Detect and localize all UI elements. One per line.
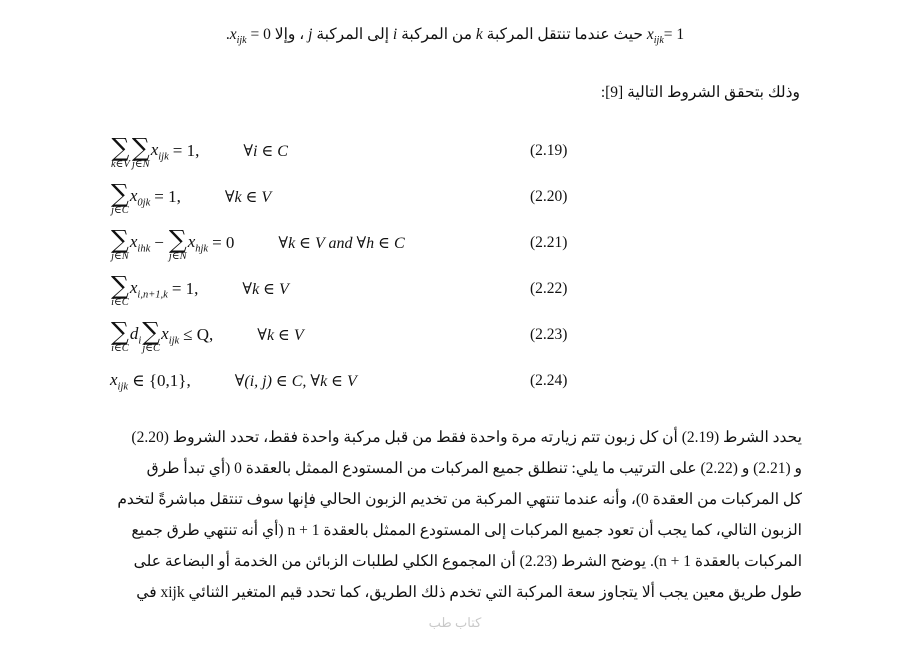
equation-relation: = 1, [154, 187, 181, 207]
equation-body [110, 225, 405, 263]
variable-letter: x [110, 369, 118, 389]
variable-letter: x [129, 185, 138, 205]
equation-number: (2.20) [530, 188, 568, 206]
sigma-glyph: ∑ [111, 317, 129, 347]
variable-letter: x [129, 231, 138, 251]
intro-phrase-b: عندما تنتقل المركبة [486, 26, 610, 43]
intro-line [30, 22, 880, 54]
intro-var-k: k [475, 26, 483, 43]
sigma-glyph: ∑ [131, 133, 150, 163]
equation-variable [130, 324, 141, 346]
equation-variable [130, 278, 168, 300]
summation-symbol [111, 179, 129, 217]
intro-phrase-c: من المركبة [401, 26, 472, 43]
watermark: كتاب طب [428, 615, 482, 630]
paragraph-line: المركبات بالعقدة n + 1). يوضح الشرط (2.23) أن المجموع الكلي لطلبات الزبائن من الخدمة أو البضاعة على [133, 553, 802, 571]
variable-letter: d [129, 323, 139, 343]
equation-row [30, 174, 880, 220]
equation-relation: − [154, 233, 164, 253]
equation-number: (2.23) [530, 326, 568, 344]
body-paragraph [30, 422, 880, 608]
intro-var-x1-sub: ijk [653, 35, 664, 47]
equation-constraint: ∀k ∈ V [257, 327, 304, 345]
variable-subscript: i,n+1,k [137, 289, 168, 301]
variable-letter: x [150, 139, 159, 159]
intro-var-x1: $x_{ijk}$ [646, 26, 664, 47]
sigma-glyph: ∑ [142, 317, 161, 347]
sigma-glyph: ∑ [111, 271, 129, 301]
equation-number: (2.21) [530, 234, 568, 252]
sigma-glyph: ∑ [111, 179, 129, 209]
variable-subscript: ijk [168, 335, 180, 347]
intro-eq-0: 0 = [250, 26, 271, 43]
equation-variable [110, 370, 128, 392]
intro-var-i: i [392, 26, 398, 43]
variable-subscript: ijk [117, 381, 129, 393]
equation-constraint: ∀i ∈ C [243, 143, 288, 161]
summation-symbol [111, 271, 129, 309]
summation-symbol [168, 225, 187, 263]
sigma-glyph: ∑ [111, 225, 129, 255]
equation-body [110, 133, 288, 171]
variable-subscript: ijk [158, 151, 169, 163]
paragraph-line: طول طريق معين يجب ألا يتجاوز سعة المركبة التي تخدم ذلك الطريق، كما تحدد قيم المتغير الثنائي xijk في [136, 584, 802, 602]
equation-body [110, 370, 357, 392]
conditions-line: وذلك بتحقق الشروط التالية [9]: [600, 84, 800, 102]
equation-row [30, 358, 880, 404]
equation-constraint: ∀k ∈ V [242, 281, 289, 299]
equation-number: (2.22) [530, 280, 568, 298]
sigma-glyph: ∑ [111, 133, 130, 163]
equation-body [110, 317, 304, 355]
paragraph-line: يحدد الشرط (2.19) أن كل زبون تتم زيارته مرة واحدة فقط من قبل مركبة واحدة فقط، تحدد الشروط (2.20) [131, 429, 802, 447]
intro-phrase-d: إلى المركبة [316, 26, 390, 43]
equation-body [110, 271, 289, 309]
variable-letter: x [187, 231, 196, 251]
equation-body [110, 179, 272, 217]
equation-relation-2: ≤ Q, [183, 325, 214, 345]
summation-symbol [111, 317, 129, 355]
sigma-subscript: j∈C [142, 343, 161, 355]
summation-symbol [111, 133, 130, 171]
paragraph-line: كل المركبات من العقدة 0)، وأنه عندما تنتهي المركبة من تخديم الزبون الحالي فإنها سوف تنتقل مباشرةً لتخدم [117, 491, 802, 509]
sigma-subscript: j∈N [111, 251, 129, 263]
equation-relation-2: = 0 [212, 233, 235, 253]
equation-row [30, 312, 880, 358]
paragraph-line: الزبون التالي، كما يجب أن تعود جميع المركبات إلى المستودع الممثل بالعقدة n + 1 (أي أنه تنتهي طرق جميع [131, 522, 802, 540]
intro-phrase-e: ، وإلا [274, 26, 305, 43]
equation-number: (2.24) [530, 372, 568, 390]
sigma-subscript: j∈N [168, 251, 187, 263]
summation-symbol [131, 133, 150, 171]
sigma-subscript: i∈C [111, 343, 129, 355]
intro-var-j: j [308, 26, 313, 43]
intro-dot: . [225, 26, 230, 43]
equation-relation: = 1, [171, 279, 199, 299]
sigma-subscript: j∈N [131, 159, 150, 171]
variable-letter: x [129, 277, 138, 297]
variable-subscript: ihk [137, 243, 151, 255]
equation-constraint: ∀k ∈ V and ∀h ∈ C [278, 235, 405, 253]
variable-subscript: 0jk [137, 197, 151, 209]
sigma-subscript: i∈C [111, 297, 129, 309]
paragraph-line: و (2.21) و (2.22) على الترتيب ما يلي: تنطلق جميع المركبات من المستودع الممثل بالعقدة 0 (أي تبدأ طرق [146, 460, 802, 478]
equation-constraint: ∀(i, j) ∈ C, ∀k ∈ V [234, 373, 357, 391]
intro-word-where: حيث [613, 26, 643, 43]
equation-relation: = 1, [172, 141, 200, 161]
intro-var-x2: $x_{ijk}$ [229, 26, 247, 47]
variable-letter: x [161, 323, 169, 343]
equation-variable [130, 186, 150, 208]
equation-row [30, 220, 880, 266]
equation-relation: ∈ {0,1}, [132, 371, 191, 391]
intro-var-x2-sub: ijk [236, 35, 247, 47]
equation-number: (2.19) [530, 142, 568, 160]
sigma-subscript: k∈V [111, 159, 130, 171]
intro-eq-1: = 1 [663, 26, 685, 43]
summation-symbol [142, 317, 161, 355]
variable-subscript: hjk [195, 243, 209, 255]
equation-variable [161, 324, 179, 346]
equation-row [30, 266, 880, 312]
summation-symbol [111, 225, 129, 263]
equations-block [30, 128, 880, 404]
equation-variable [151, 140, 169, 162]
sigma-subscript: j∈C [111, 205, 129, 217]
variable-subscript: i [138, 335, 142, 347]
equation-variable [188, 232, 208, 254]
equation-variable [130, 232, 150, 254]
sigma-glyph: ∑ [168, 225, 187, 255]
equation-constraint: ∀k ∈ V [224, 189, 272, 207]
equation-row [30, 128, 880, 174]
